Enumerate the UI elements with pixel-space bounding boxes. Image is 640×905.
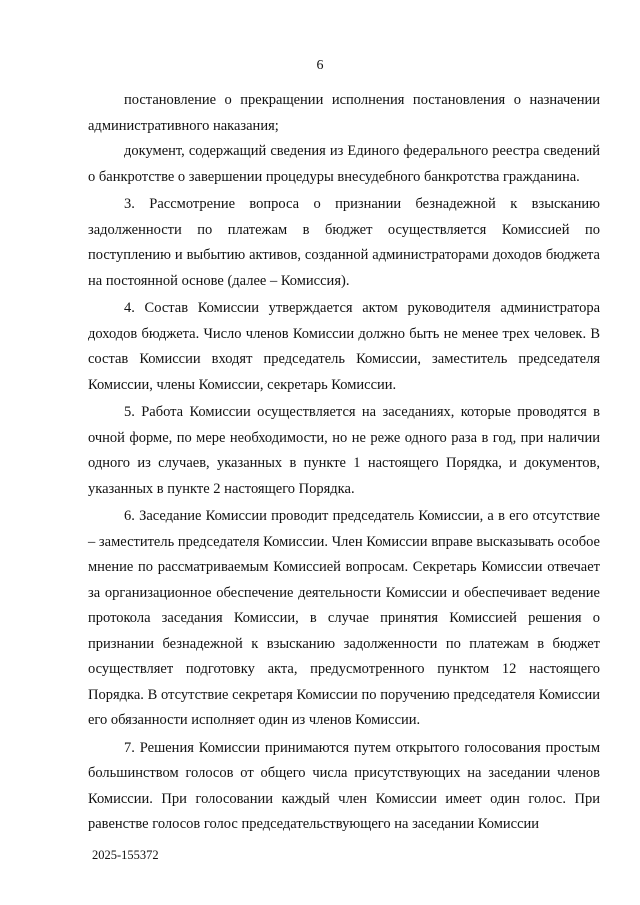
paragraph-item-6: 6. Заседание Комиссии проводит председатель Комиссии, а в его отсутствие – заместитель председателя Комиссии. Член Комиссии вправе высказывать особое мнение по рассматриваемым Комиссией вопросам. Секретарь Комиссии отвечает за организационное обеспечение деятельности Комиссии и обеспечивает ведение протокола заседания Комиссии, в случае принятия Комиссией решения о признании безнадежной к взысканию задолженности по платежам в бюджет осуществляет подготовку акта, предусмотренного пунктом 12 настоящего Порядка. В отсутствие секретаря Комиссии по поручению председателя Комиссии его обязанности исполняет один из членов Комиссии. — [88, 508, 600, 728]
paragraph-item-3: 3. Рассмотрение вопроса о признании безнадежной к взысканию задолженности по платежам в бюджет осуществляется Комиссией по поступлению и выбытию активов, созданной администраторами доходов бюджета на постоянной основе (далее – Комиссия). — [88, 196, 600, 289]
paragraph-decree-termination: постановление о прекращении исполнения постановления о назначении административного наказания; — [88, 92, 600, 134]
paragraph-item-7: 7. Решения Комиссии принимаются путем открытого голосования простым большинством голосов от общего числа присутствующих на заседании членов Комиссии. При голосовании каждый член Комиссии имеет один голос. При равенстве голосов голос председательствующего на заседании Комиссии — [88, 739, 600, 832]
paragraph-item-4: 4. Состав Комиссии утверждается актом руководителя администратора доходов бюджета. Число членов Комиссии должно быть не менее трех человек. В состав Комиссии входят председатель Комиссии, заместитель председателя Комиссии, члены Комиссии, секретарь Комиссии. — [88, 300, 600, 393]
document-code: 2025-155372 — [92, 848, 159, 862]
document-body — [88, 88, 600, 838]
page-number: 6 — [316, 58, 324, 73]
paragraph-item-5: 5. Работа Комиссии осуществляется на заседаниях, которые проводятся в очной форме, по мере необходимости, но не реже одного раза в год, при наличии одного из случаев, указанных в пункте 1 настоящего Порядка, и документов, указанных в пункте 2 настоящего Порядка. — [88, 404, 600, 497]
paragraph-bankruptcy-document: документ, содержащий сведения из Единого федерального реестра сведений о банкротстве о завершении процедуры внесудебного банкротства гражданина. — [88, 143, 600, 185]
